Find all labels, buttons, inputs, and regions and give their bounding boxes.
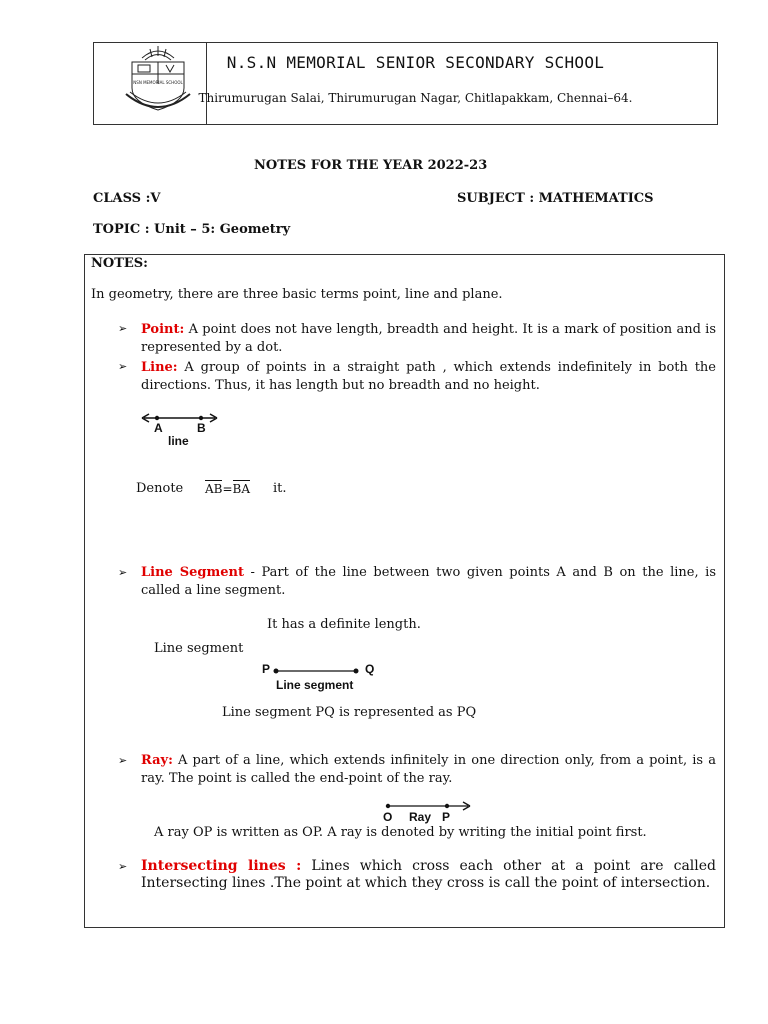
denote-eq: = xyxy=(222,482,233,496)
segment-fig-caption: Line segment xyxy=(276,678,354,692)
notes-heading: NOTES: xyxy=(91,256,148,271)
segment-definite-length: It has a definite length. xyxy=(267,617,421,632)
denote-label: Denote xyxy=(136,481,184,496)
bullet-arrow: ➢ xyxy=(118,860,128,873)
class-label: CLASS :V xyxy=(93,191,161,206)
denote-ab: AB xyxy=(205,482,223,496)
point-term: Point: xyxy=(141,322,185,337)
segment-definition xyxy=(141,564,716,600)
ray-fig-p: P xyxy=(442,810,451,824)
segment-text: - Part of the line between two given points A and B on the line, is called a line segment. xyxy=(141,565,716,598)
bullet-arrow: ➢ xyxy=(118,360,128,373)
bullet-arrow: ➢ xyxy=(118,566,128,579)
line-term: Line: xyxy=(141,360,178,375)
denote-notation xyxy=(205,482,250,496)
school-address: Thirumurugan Salai, Thirumurugan Nagar, Chitlapakkam, Chennai–64. xyxy=(198,91,633,105)
intersecting-definition xyxy=(141,858,716,892)
ray-fig-label: Ray xyxy=(409,810,432,824)
denote-ba: BA xyxy=(232,482,251,496)
segment-fig-q: Q xyxy=(365,662,375,676)
school-name: N.S.N MEMORIAL SENIOR SECONDARY SCHOOL xyxy=(226,53,605,72)
point-text: A point does not have length, breadth and height. It is a mark of position and is represented by a dot. xyxy=(141,322,716,355)
intro-text: In geometry, there are three basic terms point, line and plane. xyxy=(91,287,503,302)
ray-written: A ray OP is written as OP. A ray is denoted by writing the initial point first. xyxy=(154,825,647,840)
line-fig-label-a: A xyxy=(154,421,163,435)
segment-label: Line segment xyxy=(154,641,244,656)
line-definition xyxy=(141,359,716,395)
ray-term: Ray: xyxy=(141,753,173,768)
topic-label: TOPIC : Unit – 5: Geometry xyxy=(93,222,291,237)
segment-term: Line Segment xyxy=(141,565,244,580)
line-text: A group of points in a straight path , which extends indefinitely in both the directions. Thus, it has length but no breadth and no height. xyxy=(141,360,716,393)
subject-label: SUBJECT : MATHEMATICS xyxy=(457,191,654,206)
ray-text: A part of a line, which extends infinitely in one direction only, from a point, is a ray. The point is called the end-point of the ray. xyxy=(141,753,716,786)
logo-text: NSN MEMORIAL SCHOOL xyxy=(133,80,183,85)
line-fig-label-b: B xyxy=(197,421,206,435)
notes-year: NOTES FOR THE YEAR 2022-23 xyxy=(254,158,488,173)
intersecting-text: Lines which cross each other at a point are called Intersecting lines .The point at which they cross is call the point of intersection. xyxy=(141,858,716,891)
line-fig-caption: line xyxy=(168,434,189,448)
segment-figure xyxy=(270,664,362,678)
ray-fig-o: O xyxy=(383,810,393,824)
point-definition xyxy=(141,321,716,357)
denote-it: it. xyxy=(273,481,287,496)
intersecting-term: Intersecting lines : xyxy=(141,858,302,874)
segment-fig-p: P xyxy=(262,662,271,676)
segment-represented: Line segment PQ is represented as PQ xyxy=(222,705,477,720)
bullet-arrow: ➢ xyxy=(118,322,128,335)
ray-definition xyxy=(141,752,716,788)
bullet-arrow: ➢ xyxy=(118,754,128,767)
